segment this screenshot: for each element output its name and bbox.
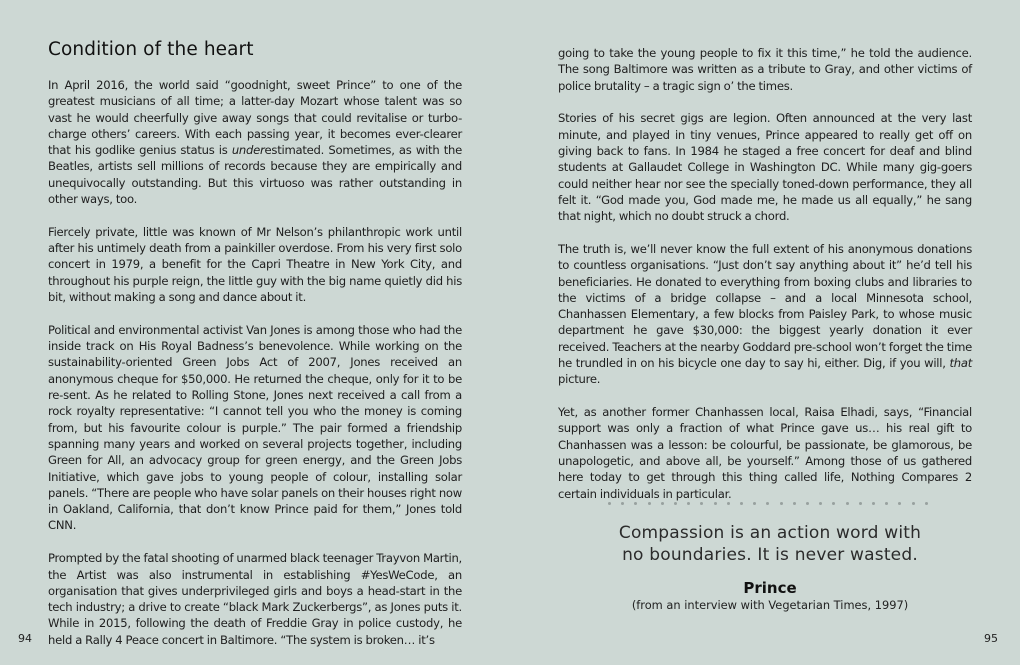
divider-dot <box>687 502 690 505</box>
divider-dot <box>608 502 611 505</box>
page-number-left: 94 <box>18 632 32 645</box>
quote-line-2: no boundaries. It is never wasted. <box>622 545 918 565</box>
paragraph-5: going to take the young people to fix it this time,” he told the audience. The song Baltimore was written as a tribute to Gray, and other victims of police brutality – a tragic sign o’ the times. <box>558 46 972 93</box>
left-column <box>48 77 462 665</box>
paragraph-6: Stories of his secret gigs are legion. Often announced at the very last minute, and played in tiny venues, Prince appeared to really get off on giving back to fans. In 1984 he staged a free concert for deaf and blind students at Gallaudet College in Washington DC. While many gig-goers could neither hear nor see the specially toned-down performance, they all felt it. “God made you, God made me, he made us all equally,” he sang that night, which no doubt struck a chord. <box>558 111 972 224</box>
paragraph-3: Political and environmental activist Van Jones is among those who had the inside track on His Royal Badness’s benevolence. While working on the sustainability-oriented Green Jobs Act of 2007, Jones received an anonymous cheque for $50,000. He returned the cheque, only for it to be re-sent. As he related to Rolling Stone, Jones next received a call from a rock royalty representative: “I cannot tell you who the money is coming from, but his favourite colour is purple.” The pair formed a friendship spanning many years and worked on several projects together, including Green for All, an advocacy group for green energy, and the Green Jobs Initiative, which gave jobs to young people of colour, installing solar panels. “There are people who have solar panels on their houses right now in Oakland, California, that don’t know Prince paid for them,” Jones told CNN. <box>48 322 462 533</box>
pull-quote <box>570 522 970 612</box>
quote-line-1: Compassion is an action word with <box>618 523 922 543</box>
divider-dot <box>859 502 862 505</box>
divider-dot <box>872 502 875 505</box>
paragraph-8: Yet, as another former Chanhassen local, Raisa Elhadi, says, “Financial support was only a fraction of what Prince gave us… his real gift to Chanhassen was a lesson: be colourful, be passionate, be glamorous, be unapologetic, and above all, be yourself.” Among those of us gathered here today to get through this thing called life, Nothing Compares 2 certain individuals in particular. <box>558 405 972 501</box>
paragraph-1: In April 2016, the world said “goodnight, sweet Prince” to one of the greatest musicians of all time; a latter-day Mozart whose talent was so vast he would cheerfully give away songs that could revitalise or turbo-charge others’ careers. With each passing year, it becomes ever-clearer that his godlike genius status is underestimated. Sometimes, as with the Beatles, artists sell millions of records because they are empirically and unequivocally outstanding. But this virtuoso was rather outstanding in other ways, too. <box>48 78 462 207</box>
paragraph-4: Prompted by the fatal shooting of unarmed black teenager Trayvon Martin, the Artist was also instrumental in establishing #YesWeCode, an organisation that gives underprivileged girls and boys a head-start in the tech industry; a drive to create “black Mark Zuckerbergs”, as Jones puts it. While in 2015, following the death of Freddie Gray in police custody, he held a Rally 4 Peace concert in Baltimore. “The system is broken… it’s <box>48 551 462 647</box>
divider-dot <box>700 502 703 505</box>
divider-dot <box>740 502 743 505</box>
divider-dot <box>885 502 888 505</box>
divider-dot <box>727 502 730 505</box>
divider-dot <box>832 502 835 505</box>
right-page <box>510 0 1020 663</box>
divider-dot <box>753 502 756 505</box>
divider-dot <box>634 502 637 505</box>
divider-dot <box>925 502 928 505</box>
divider-dot <box>819 502 822 505</box>
divider-dot <box>912 502 915 505</box>
divider-dot <box>780 502 783 505</box>
divider-dot <box>661 502 664 505</box>
quote-author: Prince <box>743 579 797 597</box>
page-number-right: 95 <box>984 632 998 645</box>
dotted-divider <box>608 500 928 506</box>
paragraph-7: The truth is, we’ll never know the full extent of his anonymous donations to countless organisations. “Just don’t say anything about it” he’d tell his beneficiaries. He donated to everything from boxing clubs and libraries to the victims of a bridge collapse – and a local Minnesota school, Chanhassen Elementary, a few blocks from Paisley Park, to whose music department he gave $30,000: the biggest yearly donation it ever received. Teachers at the nearby Goddard pre-school won’t forget the time he trundled in on his bicycle one day to say hi, either. Dig, if you will, that picture. <box>558 241 972 387</box>
divider-dot <box>806 502 809 505</box>
paragraph-2: Fiercely private, little was known of Mr Nelson’s philanthropic work until after his untimely death from a painkiller overdose. From his very first solo concert in 1979, a benefit for the Capri Theatre in New York City, and throughout his purple reign, the little guy with the big name quietly did his bit, without making a song and dance about it. <box>48 224 462 305</box>
divider-dot <box>621 502 624 505</box>
divider-dot <box>793 502 796 505</box>
divider-dot <box>766 502 769 505</box>
section-heading: Condition of the heart <box>48 39 254 60</box>
divider-dot <box>714 502 717 505</box>
divider-dot <box>648 502 651 505</box>
right-column <box>558 45 972 518</box>
divider-dot <box>846 502 849 505</box>
divider-dot <box>674 502 677 505</box>
quote-source: (from an interview with Vegetarian Times, 1997) <box>631 598 909 612</box>
divider-dot <box>898 502 901 505</box>
left-page <box>0 0 510 663</box>
